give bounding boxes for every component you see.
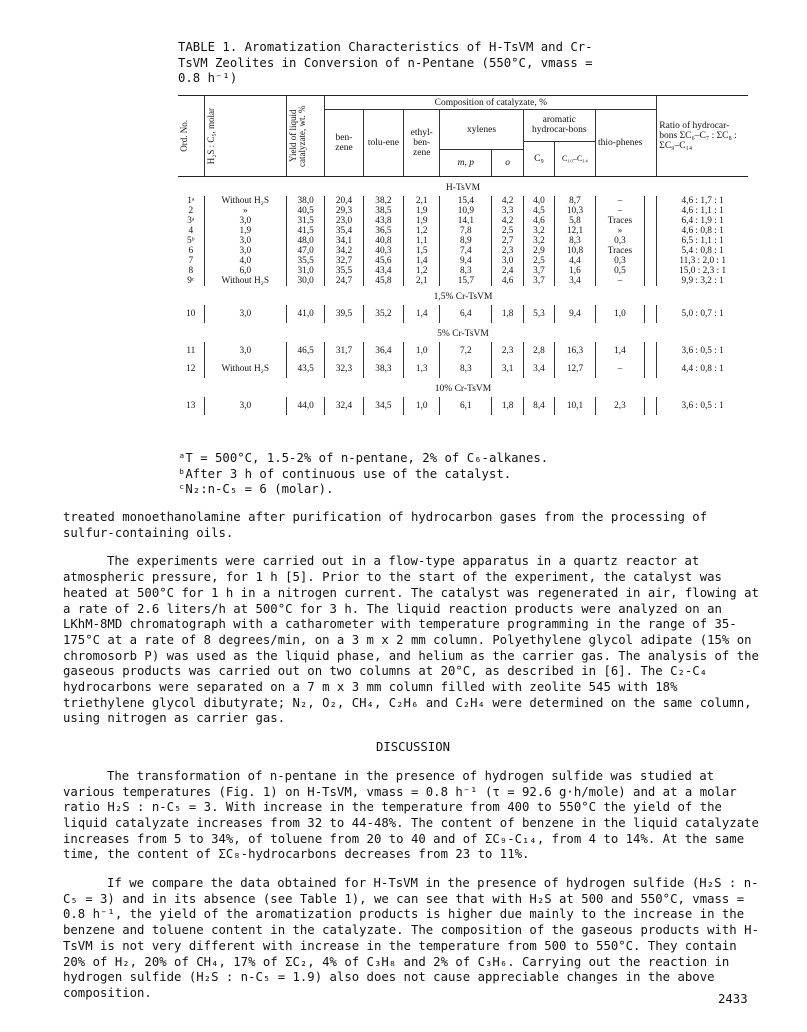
table-cell: 38,2 xyxy=(363,196,404,206)
table-cell: 2,4 xyxy=(492,266,523,276)
table-cell: – xyxy=(595,196,644,206)
table-row xyxy=(178,236,748,246)
footnote-b: ᵇAfter 3 h of continuous use of the catalyst. xyxy=(178,466,512,481)
table-cell: 1,3 xyxy=(404,360,440,378)
table-spacer-cell xyxy=(645,226,657,236)
table-cell: 13 xyxy=(186,401,196,411)
table-row xyxy=(178,266,748,276)
table-cell: 15,0 : 2,3 : 1 xyxy=(657,266,748,276)
table-cell: 6,0 xyxy=(204,266,286,276)
table-cell: 2 xyxy=(188,206,194,216)
table-cell: 3,4 xyxy=(523,360,554,378)
table-spacer-cell xyxy=(645,266,657,276)
table-cell: 4,0 xyxy=(523,196,554,206)
table-cell: 38,3 xyxy=(363,360,404,378)
table-cell: 1,1 xyxy=(404,236,440,246)
table-title: TABLE 1. Aromatization Characteristics of H-TsVM and Cr-TsVM Zeolites in Conversion of n-Pentane (550°C, vmass = 0.8 h⁻¹) xyxy=(178,40,593,85)
table-cell: 32,4 xyxy=(325,397,363,415)
table-spacer-cell xyxy=(645,342,657,360)
table-cell: 10,9 xyxy=(440,206,492,216)
table-cell: 8,3 xyxy=(440,266,492,276)
table-cell: 40,5 xyxy=(287,206,325,216)
section-heading: DISCUSSION xyxy=(375,740,451,755)
table-cell: 1,0 xyxy=(595,305,644,323)
table-cell: 48,0 xyxy=(287,236,325,246)
table-cell: 47,0 xyxy=(287,246,325,256)
table-spacer-cell xyxy=(645,276,657,286)
section-label: 10% Cr-TsVM xyxy=(434,384,492,394)
table-cell: 39,5 xyxy=(325,305,363,323)
table-cell: 2,8 xyxy=(523,342,554,360)
table-cell: 45,8 xyxy=(363,276,404,286)
table-cell: 3,0 xyxy=(204,397,286,415)
table-cell: 10,8 xyxy=(555,246,596,256)
table-cell: 32,3 xyxy=(325,360,363,378)
table-cell: 45,6 xyxy=(363,256,404,266)
table-cell: 8,9 xyxy=(440,236,492,246)
table-cell: 3,6 : 0,5 : 1 xyxy=(657,397,748,415)
table-cell: 5,4 : 0,8 : 1 xyxy=(657,246,748,256)
table-cell: 15,7 xyxy=(440,276,492,286)
table-cell: 34,5 xyxy=(363,397,404,415)
header-xylene-mp: m, p xyxy=(440,150,492,177)
table-cell: 1,9 xyxy=(404,206,440,216)
table-cell: 41,5 xyxy=(287,226,325,236)
header-ethylbenzene: ethyl-ben-zene xyxy=(404,110,440,177)
table-cell: 5,8 xyxy=(555,216,596,226)
table-spacer-cell xyxy=(645,397,657,415)
page-number: 2433 xyxy=(718,992,748,1006)
table-cell: 2,7 xyxy=(492,236,523,246)
table-cell: 1,2 xyxy=(404,226,440,236)
table-cell: 3,6 : 0,5 : 1 xyxy=(657,342,748,360)
header-aromatic: aromatic hydrocar-bons xyxy=(523,110,595,142)
table-cell: 43,8 xyxy=(363,216,404,226)
section-label: 1,5% Cr-TsVM xyxy=(433,292,493,302)
header-xylenes: xylenes xyxy=(440,110,524,150)
table-cell: 8,3 xyxy=(440,360,492,378)
table-cell: 3,0 xyxy=(204,216,286,226)
table-row xyxy=(178,305,748,323)
table-cell: 16,3 xyxy=(555,342,596,360)
paragraph-continuation: treated monoethanolamine after purification of hydrocarbon gases from the processing of sulfur-containing oils. xyxy=(63,510,708,540)
table-cell: 2,5 xyxy=(523,256,554,266)
table-cell: 1,9 xyxy=(404,216,440,226)
table-cell: 2,1 xyxy=(404,196,440,206)
table-row xyxy=(178,196,748,206)
table-cell: 3,0 xyxy=(204,305,286,323)
table-cell: 8,7 xyxy=(555,196,596,206)
table-cell: 1,6 xyxy=(555,266,596,276)
table-cell: 3,2 xyxy=(523,226,554,236)
table-spacer-cell xyxy=(645,246,657,256)
table-cell: – xyxy=(595,360,644,378)
table-cell: » xyxy=(595,226,644,236)
table-cell: 4,6 xyxy=(492,276,523,286)
header-toluene: tolu-ene xyxy=(363,110,404,177)
table-cell: 31,0 xyxy=(287,266,325,276)
table-cell: 4,6 xyxy=(523,216,554,226)
table-cell: 8 xyxy=(188,266,194,276)
table-cell: 6,4 xyxy=(440,305,492,323)
table-cell: 43,4 xyxy=(363,266,404,276)
table-cell: 5,0 : 0,7 : 1 xyxy=(657,305,748,323)
table-cell: 1,9 xyxy=(204,226,286,236)
table-row xyxy=(178,256,748,266)
table-cell: 4,4 : 0,8 : 1 xyxy=(657,360,748,378)
table-cell: 10,1 xyxy=(555,397,596,415)
table-cell: 4,4 xyxy=(555,256,596,266)
table-cell: 3,3 xyxy=(492,206,523,216)
table-row xyxy=(178,246,748,256)
table-cell: 4,2 xyxy=(492,216,523,226)
table-row xyxy=(178,206,748,216)
table-row xyxy=(178,397,748,415)
table-cell: 12,1 xyxy=(555,226,596,236)
footnotes xyxy=(178,451,638,498)
table-cell: 7 xyxy=(188,256,194,266)
table-cell: 35,2 xyxy=(363,305,404,323)
table-cell: 2,9 xyxy=(523,246,554,256)
table-cell: 35,5 xyxy=(287,256,325,266)
table-row xyxy=(178,342,748,360)
table-cell: 2,1 xyxy=(404,276,440,286)
section-label-row xyxy=(178,323,748,342)
header-ratio: Ratio of hydrocar-bons ΣC₆–C₇ : ΣC₈ : ΣC₉–C₁₄ xyxy=(657,96,748,177)
table-cell: 1,4 xyxy=(404,305,440,323)
header-molar: H₂S : C₅, molar xyxy=(205,107,216,165)
table-spacer-cell xyxy=(645,216,657,226)
header-arom-c10: C₁₀–C₁₄ xyxy=(555,141,596,177)
table-cell: 3,4 xyxy=(555,276,596,286)
table-body xyxy=(178,177,748,416)
table-cell: 3,0 xyxy=(204,246,286,256)
table-cell: 7,8 xyxy=(440,226,492,236)
table-cell: 6,4 : 1,9 : 1 xyxy=(657,216,748,226)
table-cell: 6 xyxy=(188,246,194,256)
table-cell: 11,3 : 2,0 : 1 xyxy=(657,256,748,266)
table-cell: 3,7 xyxy=(523,266,554,276)
table-cell: 29,3 xyxy=(325,206,363,216)
table-cell: 5ᵇ xyxy=(187,236,195,246)
table-cell: 43,5 xyxy=(287,360,325,378)
footnote-a: ᵃT = 500°C, 1.5-2% of n-pentane, 2% of C₆-alkanes. xyxy=(178,451,549,465)
table-cell: 2,3 xyxy=(492,246,523,256)
table-spacer-cell xyxy=(645,256,657,266)
header-thiophenes: thio-phenes xyxy=(595,110,644,177)
table-cell: 6,5 : 1,1 : 1 xyxy=(657,236,748,246)
table-cell: 5,3 xyxy=(523,305,554,323)
section-label: H-TsVM xyxy=(445,183,481,193)
table-cell: 9,9 : 3,2 : 1 xyxy=(657,276,748,286)
table-cell: 1,4 xyxy=(595,342,644,360)
table-cell: Without H₂S xyxy=(204,196,286,206)
table-cell: 1ᵃ xyxy=(187,196,195,206)
table-cell: 1,8 xyxy=(492,397,523,415)
section-label-row xyxy=(178,286,748,305)
table-cell: 3,0 xyxy=(204,342,286,360)
table-cell: 9,4 xyxy=(555,305,596,323)
table-cell: 8,3 xyxy=(555,236,596,246)
table-cell: 4,6 : 1,1 : 1 xyxy=(657,206,748,216)
table-cell: 32,7 xyxy=(325,256,363,266)
table-cell: 1,8 xyxy=(492,305,523,323)
table-cell: 3,7 xyxy=(523,276,554,286)
table-cell: 2,3 xyxy=(595,397,644,415)
table-cell: 4,2 xyxy=(492,196,523,206)
table-cell: 34,1 xyxy=(325,236,363,246)
table-cell: 2,5 xyxy=(492,226,523,236)
table-cell: 36,4 xyxy=(363,342,404,360)
table-cell: 40,3 xyxy=(363,246,404,256)
table-cell: 4,6 : 0,8 : 1 xyxy=(657,226,748,236)
table-row xyxy=(178,276,748,286)
table-cell: 35,4 xyxy=(325,226,363,236)
table-cell: 3,0 xyxy=(204,236,286,246)
table-cell: 44,0 xyxy=(287,397,325,415)
table-cell: 8,4 xyxy=(523,397,554,415)
table-cell: 3,0 xyxy=(492,256,523,266)
section-label-row xyxy=(178,177,748,197)
table-cell: 41,0 xyxy=(287,305,325,323)
footnote-c: ᶜN₂:n-C₅ = 6 (molar). xyxy=(178,482,334,497)
table-cell: 35,5 xyxy=(325,266,363,276)
table-cell: 9ᶜ xyxy=(187,276,195,286)
section-label-row xyxy=(178,378,748,397)
table-cell: 0,5 xyxy=(595,266,644,276)
table-cell: 31,7 xyxy=(325,342,363,360)
table-cell: 40,8 xyxy=(363,236,404,246)
table-row xyxy=(178,216,748,226)
header-yield: Yield of liquid catalyzate, wt. % xyxy=(288,105,308,167)
table-cell: 38,0 xyxy=(287,196,325,206)
table-cell: – xyxy=(595,276,644,286)
table-cell: 36,5 xyxy=(363,226,404,236)
table-cell: 1,5 xyxy=(404,246,440,256)
table-cell: 12 xyxy=(186,364,196,374)
table-row xyxy=(178,360,748,378)
table-cell: Traces xyxy=(595,246,644,256)
header-benzene: ben-zene xyxy=(325,110,363,177)
table-cell: 10 xyxy=(186,309,196,319)
header-ord: Ord. No. xyxy=(179,120,189,152)
table-cell: 3,2 xyxy=(523,236,554,246)
table-cell: 24,7 xyxy=(325,276,363,286)
table-cell: 3ᵃ xyxy=(187,216,195,226)
table-row xyxy=(178,226,748,236)
paragraph-experiments: The experiments were carried out in a flow-type apparatus in a quartz reactor at atmospheric pressure, for 1 h [5]. Prior to the start of the experiment, the catalyst was heated at 500°C for 1 h in a nitrogen current. The catalyst was regenerated in air, flowing at a rate of 2.6 liters/h at 500°C for 3 h. The liquid reaction products were analyzed on an LKhM-8MD chromatograph with a catharometer with temperature programming in the range of 35-175°C at a rate of 8 degrees/min, on a 3 m x 2 mm column. Polyethylene glycol adipate (15% on chromosorb P) was used as the liquid phase, and helium as the carrier gas. The analysis of the gaseous products was carried out on two columns at 20°C, as described in [6]. The C₂-C₄ hydrocarbons were separated on a 7 m x 3 mm column filled with zeolite 545 with 18% triethylene glycol dibutyrate; N₂, O₂, CH₄, C₂H₆ and C₂H₄ were determined on the same column, using nitrogen as carrier gas. xyxy=(63,554,759,726)
table-cell: » xyxy=(204,206,286,216)
table-cell: 2,3 xyxy=(492,342,523,360)
table-cell: 34,2 xyxy=(325,246,363,256)
table-cell: 1,0 xyxy=(404,397,440,415)
body-text xyxy=(63,510,763,1002)
table-cell: 6,1 xyxy=(440,397,492,415)
table-cell: Without H₂S xyxy=(204,360,286,378)
table-cell: 3,1 xyxy=(492,360,523,378)
header-composition: Composition of catalyzate, % xyxy=(325,96,657,110)
table-cell: 15,4 xyxy=(440,196,492,206)
table-cell: 7,4 xyxy=(440,246,492,256)
section-label: 5% Cr-TsVM xyxy=(437,329,489,339)
table-spacer-cell xyxy=(645,236,657,246)
table-cell: Traces xyxy=(595,216,644,226)
table-cell: 0,3 xyxy=(595,256,644,266)
table-cell: 1,0 xyxy=(404,342,440,360)
table-cell: 0,3 xyxy=(595,236,644,246)
table-cell: 1,2 xyxy=(404,266,440,276)
table-cell: 30,0 xyxy=(287,276,325,286)
table-cell: 12,7 xyxy=(555,360,596,378)
data-table xyxy=(178,95,748,415)
table-cell: 11 xyxy=(186,346,196,356)
table-spacer-cell xyxy=(645,305,657,323)
table-cell: Without H₂S xyxy=(204,276,286,286)
paragraph-discussion-2: If we compare the data obtained for H-TsVM in the presence of hydrogen sulfide (H₂S : n-C₅ = 3) and in its absence (see Table 1), we can see that with H₂S at 500 and 550°C, vmass = 0.8 h⁻¹, the yield of the aromatization products is higher due mainly to the increase in the benzene and toluene content in the catalyzate. The composition of the gaseous products with H-TsVM is not very different with increase in the temperature from 500 to 550°C. They contain 20% of H₂, 20% of CH₄, 17% of ΣC₂, 4% of C₃H₈ and 2% of C₃H₆. Carrying out the reaction in hydrogen sulfide (H₂S : n-C₅ = 1.9) also does not cause appreciable changes in the above composition. xyxy=(63,876,759,1000)
table-cell: 4,5 xyxy=(523,206,554,216)
table-cell: 4,0 xyxy=(204,256,286,266)
table-cell: – xyxy=(595,206,644,216)
table-spacer-cell xyxy=(645,360,657,378)
table-cell: 14,1 xyxy=(440,216,492,226)
table-cell: 20,4 xyxy=(325,196,363,206)
table-cell: 10,3 xyxy=(555,206,596,216)
paragraph-discussion-1: The transformation of n-pentane in the presence of hydrogen sulfide was studied at various temperatures (Fig. 1) on H-TsVM, vmass = 0.8 h⁻¹ (τ = 92.6 g·h/mole) and at a molar ratio H₂S : n-C₅ = 3. With increase in the temperature from 400 to 550°C the yield of the liquid catalyzate increases from 32 to 44-48%. The content of benzene in the liquid catalyzate increases from 5 to 34%, of toluene from 20 to 40 and of ΣC₉-C₁₄, from 4 to 14%. At the same time, the content of ΣC₈-hydrocarbons decreases from 23 to 11%. xyxy=(63,768,759,862)
table-cell: 7,2 xyxy=(440,342,492,360)
table-spacer-cell xyxy=(645,206,657,216)
table-cell: 46,5 xyxy=(287,342,325,360)
header-arom-c9: C₉ xyxy=(523,141,554,177)
table-cell: 23,0 xyxy=(325,216,363,226)
table-spacer-cell xyxy=(645,196,657,206)
header-xylene-o: o xyxy=(492,150,523,177)
table-cell: 4 xyxy=(188,226,194,236)
table-cell: 1,4 xyxy=(404,256,440,266)
table-cell: 38,5 xyxy=(363,206,404,216)
table-cell: 9,4 xyxy=(440,256,492,266)
table-cell: 31,5 xyxy=(287,216,325,226)
table-cell: 4,6 : 1,7 : 1 xyxy=(657,196,748,206)
